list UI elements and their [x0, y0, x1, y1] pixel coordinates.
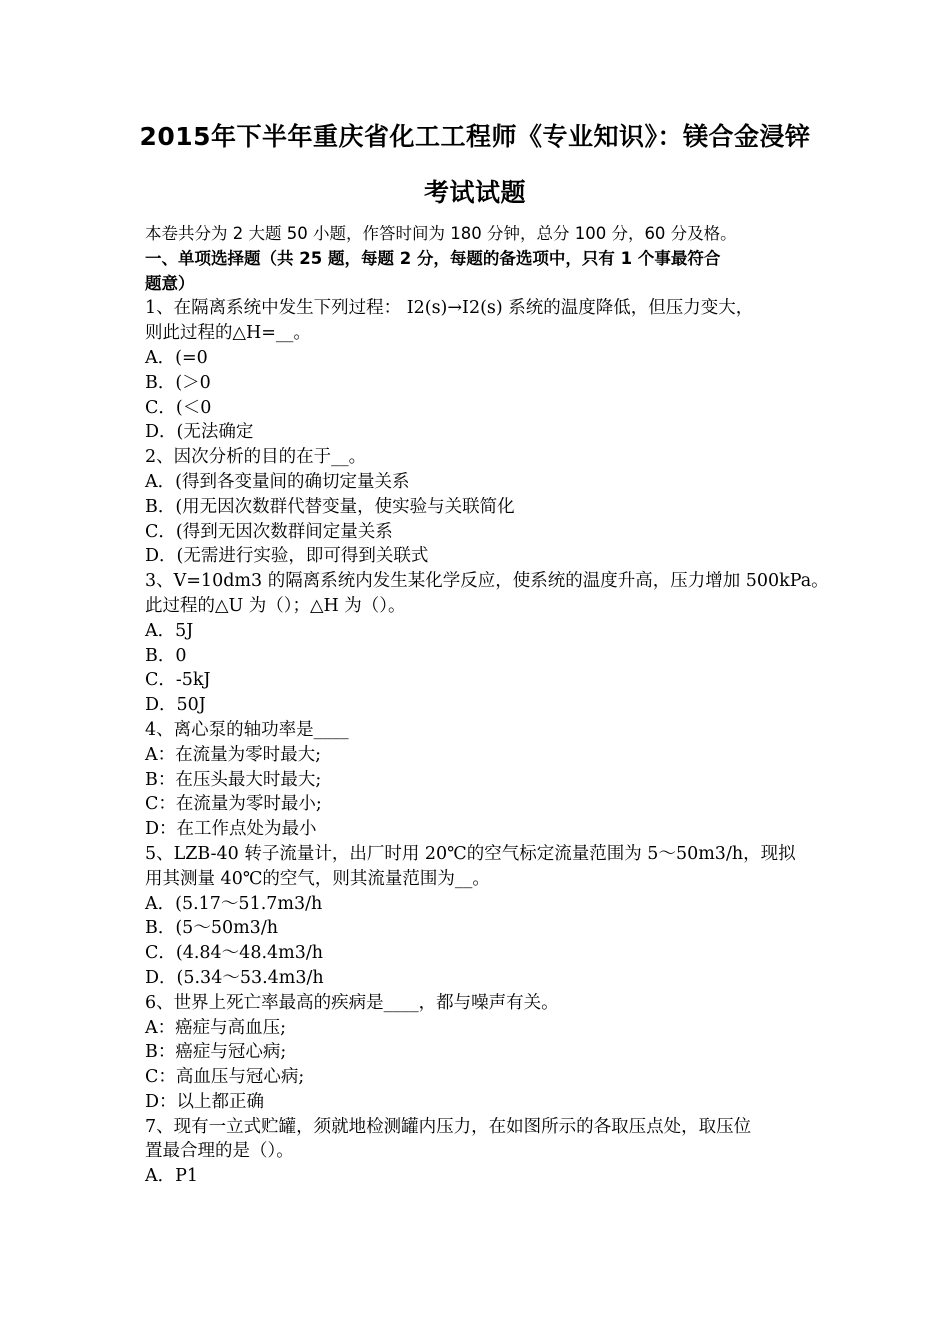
question-text: 置最合理的是（）。: [145, 1141, 294, 1162]
question-text: 则此过程的△H=__。: [145, 323, 311, 344]
answer-option: A．(=0: [145, 347, 208, 368]
question-text: 此过程的△U 为（）；△H 为（）。: [145, 595, 406, 616]
answer-option: A：在流量为零时最大;: [145, 744, 322, 765]
document-title-line-2: 考试试题: [423, 178, 526, 207]
question-text: 2、因次分析的目的在于__。: [145, 447, 367, 468]
answer-option: D．(无法确定: [145, 422, 254, 443]
answer-option: B．(用无因次数群代替变量，使实验与关联简化: [145, 496, 515, 517]
answer-option: A．(得到各变量间的确切定量关系: [145, 471, 410, 492]
question-text: 6、世界上死亡率最高的疾病是____，都与噪声有关。: [145, 992, 559, 1013]
answer-option: D：以上都正确: [145, 1091, 265, 1112]
question-text: 用其测量 40℃的空气，则其流量范围为__。: [145, 868, 490, 889]
answer-option: B．(＞0: [145, 372, 211, 393]
answer-option: C．(4.84～48.4m3/h: [145, 943, 324, 964]
question-list: [145, 296, 829, 1189]
answer-option: A．P1: [145, 1166, 199, 1187]
answer-option: B：癌症与冠心病;: [145, 1042, 287, 1063]
answer-option: C．(得到无因次数群间定量关系: [145, 521, 393, 542]
section-heading-cont: 题意）: [145, 273, 195, 293]
question-text: 4、离心泵的轴功率是____: [145, 719, 349, 740]
question-text: 5、LZB-40 转子流量计，出厂时用 20℃的空气标定流量范围为 5～50m3/h，现拟: [145, 843, 796, 864]
answer-option: B．0: [145, 645, 187, 666]
answer-option: D．(5.34～53.4m3/h: [145, 967, 324, 988]
answer-option: A．5J: [145, 620, 194, 641]
answer-option: B．(5～50m3/h: [145, 918, 278, 939]
answer-option: A：癌症与高血压;: [145, 1017, 287, 1038]
answer-option: D：在工作点处为最小: [145, 819, 317, 840]
exam-intro: 本卷共分为 2 大题 50 小题，作答时间为 180 分钟，总分 100 分，60 分及格。: [145, 224, 737, 243]
answer-option: C．(＜0: [145, 397, 212, 418]
document-body: [145, 222, 829, 1189]
answer-option: C：在流量为零时最小;: [145, 794, 322, 815]
answer-option: C．-5kJ: [145, 670, 211, 691]
question-text: 7、现有一立式贮罐，须就地检测罐内压力，在如图所示的各取压点处，取压位: [145, 1116, 752, 1137]
question-text: 1、在隔离系统中发生下列过程： I2(s)→I2(s) 系统的温度降低，但压力变大，: [145, 298, 754, 319]
document-title-line-1: 2015年下半年重庆省化工工程师《专业知识》：镁合金浸锌: [139, 122, 811, 151]
answer-option: D．(无需进行实验，即可得到关联式: [145, 546, 429, 567]
answer-option: C：高血压与冠心病;: [145, 1067, 305, 1088]
answer-option: D．50J: [145, 695, 206, 716]
question-text: 3、V=10dm3 的隔离系统内发生某化学反应，使系统的温度升高，压力增加 500kPa。: [145, 571, 829, 592]
answer-option: B：在压头最大时最大;: [145, 769, 322, 790]
answer-option: A．(5.17～51.7m3/h: [145, 893, 323, 914]
section-heading: 一、单项选择题（共 25 题，每题 2 分，每题的备选项中，只有 1 个事最符合: [145, 248, 721, 268]
